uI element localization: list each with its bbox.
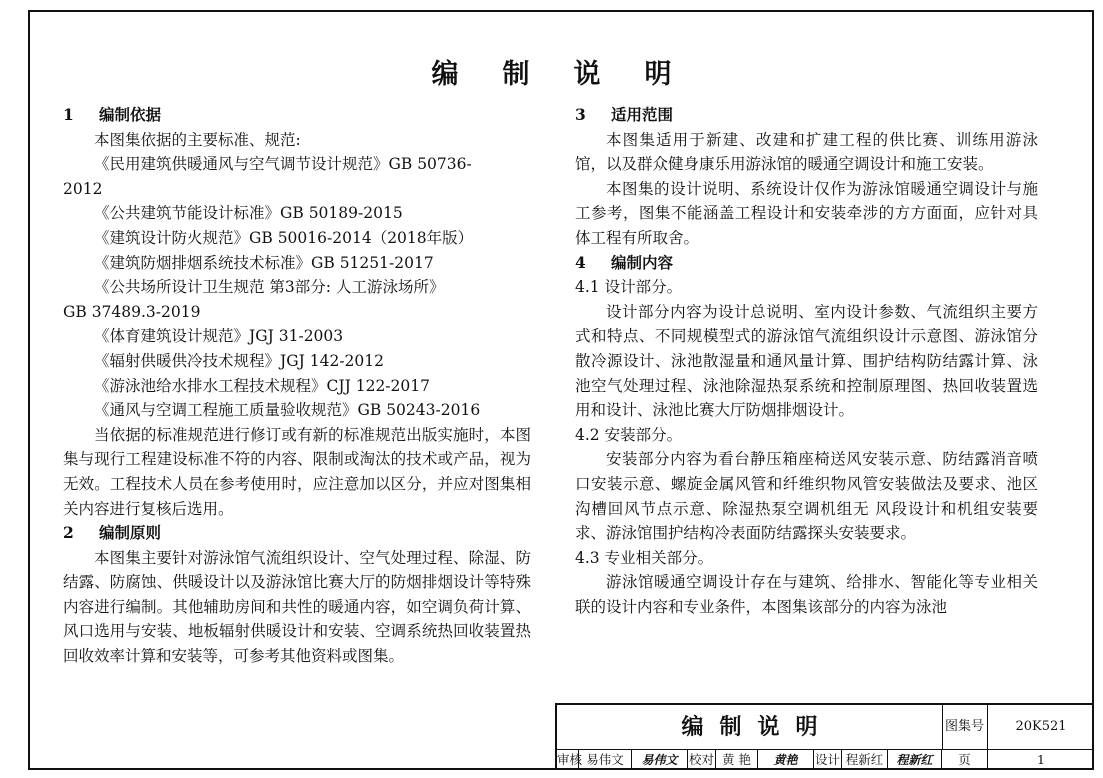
reference-item: 《体育建筑设计规范》JGJ 31-2003 <box>94 327 344 346</box>
title-block-char: 明 <box>795 714 818 740</box>
section-title: 编制原则 <box>99 523 162 543</box>
left-column <box>63 103 531 669</box>
paragraph: 本图集主要针对游泳馆气流组织设计、空气处理过程、除湿、防结露、防腐蚀、供暖设计以及游泳馆比赛大厅的防烟排烟设计等特殊内容进行编制。其他辅助房间和共性的暖通内容，如空调负荷计算、风口选用与安装、地板辐射供暖设计和安装、空调系统热回收装置热回收效率计算和安装等，可参考其他资料或图集。 <box>63 548 531 666</box>
section-title: 编制内容 <box>611 252 674 272</box>
paragraph: 游泳馆暖通空调设计存在与建筑、给排水、智能化等专业相关联的设计内容和专业条件，本图集该部分的内容为泳池 <box>575 573 1038 616</box>
designer-name: 程新红 <box>842 750 888 770</box>
section-title: 编制依据 <box>99 105 162 124</box>
section-number: 1 <box>63 105 74 124</box>
title-char: 编 <box>431 59 459 90</box>
title-block-sign-row <box>557 750 1094 770</box>
atlas-number-label: 图集号 <box>942 705 988 749</box>
section-heading <box>575 251 1038 276</box>
reviewer-signature: 易伟文 <box>632 750 688 770</box>
title-char: 说 <box>573 59 601 90</box>
paragraph: 安装部分内容为看台静压箱座椅送风安装示意、防结露消音喷口安装示意、螺旋金属风管和纤维织物风管安装做法及要求、池区沟槽回风节点示意、除湿热泵空调机组无 风段设计和机组安装要求、游泳馆围护结构冷表面防结露探头安装要求。 <box>575 450 1038 543</box>
section-heading <box>575 103 1038 128</box>
reference-item: 《民用建筑供暖通风与空气调节设计规范》GB 50736- <box>94 155 472 174</box>
reference-item: 《建筑设计防火规范》GB 50016-2014（2018年版） <box>94 228 474 247</box>
page-number: 1 <box>1037 752 1045 767</box>
paragraph: 本图集适用于新建、改建和扩建工程的供比赛、训练用游泳馆，以及群众健身康乐用游泳馆的暖通空调设计和施工安装。 <box>575 130 1038 174</box>
subsection-heading: 4.2 安装部分。 <box>575 425 683 444</box>
right-column <box>575 103 1038 619</box>
page-title <box>0 52 1103 91</box>
checker-signature: 黄艳 <box>758 750 814 770</box>
page-label: 页 <box>942 750 988 770</box>
paragraph: 本图集依据的主要标准、规范: <box>94 130 301 149</box>
reference-item: 《建筑防烟排烟系统技术标准》GB 51251-2017 <box>94 253 434 272</box>
title-block-char: 制 <box>719 714 742 740</box>
check-label: 校对 <box>688 750 716 770</box>
reference-item: 《游泳池给水排水工程技术规程》CJJ 122-2017 <box>94 376 430 395</box>
title-block-char: 说 <box>757 714 780 740</box>
checker-name: 黄 艳 <box>716 750 758 770</box>
reviewer-name: 易伟文 <box>579 750 632 770</box>
section-heading <box>63 521 531 546</box>
paragraph: 本图集的设计说明、系统设计仅作为游泳馆暖通空调设计与施工参考，图集不能涵盖工程设计和安装牵涉的方方面面，应针对具体工程有所取舍。 <box>575 179 1038 247</box>
reference-continuation: GB 37489.3-2019 <box>63 302 201 321</box>
title-block-char: 编 <box>681 714 704 740</box>
subsection-heading: 4.3 专业相关部分。 <box>575 548 714 567</box>
title-block-top-row <box>557 705 1094 750</box>
reference-continuation: 2012 <box>63 179 103 198</box>
section-number: 4 <box>575 252 586 272</box>
atlas-number: 20K521 <box>1015 719 1067 734</box>
subsection-heading: 4.1 设计部分。 <box>575 278 683 297</box>
title-block <box>555 703 1094 770</box>
section-number: 3 <box>575 105 586 124</box>
designer-signature: 程新红 <box>888 750 942 770</box>
design-label: 设计 <box>814 750 842 770</box>
reference-item: 《公共场所设计卫生规范 第3部分: 人工游泳场所》 <box>94 278 445 297</box>
section-heading <box>63 103 531 128</box>
section-title: 适用范围 <box>611 105 674 124</box>
reference-item: 《通风与空调工程施工质量验收规范》GB 50243-2016 <box>94 401 481 420</box>
review-label: 审核 <box>557 750 579 770</box>
paragraph: 设计部分内容为设计总说明、室内设计参数、气流组织主要方式和特点、不同规模型式的游泳馆气流组织设计示意图、游泳馆分散冷源设计、泳池散湿量和通风量计算、围护结构防结露计算、泳池空气处理过程、泳池除湿热泵系统和控制原理图、热回收装置选用和设计、泳池比赛大厅防烟排烟设计。 <box>575 302 1038 420</box>
reference-item: 《公共建筑节能设计标准》GB 50189-2015 <box>94 204 403 223</box>
reference-item: 《辐射供暖供冷技术规程》JGJ 142-2012 <box>94 351 385 370</box>
title-char: 明 <box>644 59 672 90</box>
title-block-title <box>557 705 943 749</box>
title-char: 制 <box>502 59 530 90</box>
section-number: 2 <box>63 523 74 543</box>
paragraph: 当依据的标准规范进行修订或有新的标准规范出版实施时，本图集与现行工程建设标准不符的内容、限制或淘汰的技术或产品，视为无效。工程技术人员在参考使用时，应注意加以区分，并应对图集相关内容进行复核后选用。 <box>63 425 531 518</box>
